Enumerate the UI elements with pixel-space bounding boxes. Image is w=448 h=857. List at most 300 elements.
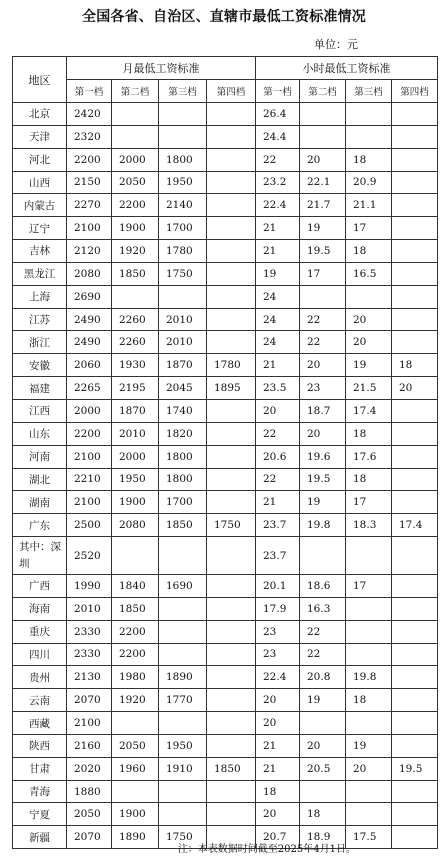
hourly-tier-2-cell: 19 <box>300 689 346 712</box>
hourly-tier-4-cell <box>392 445 438 468</box>
monthly-tier-1-cell: 2150 <box>67 171 112 194</box>
hourly-tier-3-cell <box>346 620 392 643</box>
monthly-tier-2-cell: 1850 <box>112 597 159 620</box>
monthly-tier-1-cell: 2100 <box>67 491 112 514</box>
hourly-tier-1-cell: 20.7 <box>256 826 300 849</box>
hourly-tier-1-cell: 19 <box>256 262 300 285</box>
table-row <box>13 171 438 194</box>
table-row <box>13 217 438 240</box>
monthly-tier-3-cell: 2010 <box>159 331 207 354</box>
region-cell: 江苏 <box>13 308 67 331</box>
region-cell: 福建 <box>13 377 67 400</box>
monthly-tier-4-cell <box>207 575 256 598</box>
region-cell: 其中：深圳 <box>13 537 67 575</box>
monthly-tier-1-cell: 2100 <box>67 712 112 735</box>
hourly-tier-2-cell: 19 <box>300 491 346 514</box>
monthly-tier-2-cell: 1840 <box>112 575 159 598</box>
monthly-tier-1-cell: 2330 <box>67 643 112 666</box>
monthly-tier-2-cell <box>112 285 159 308</box>
region-cell: 山东 <box>13 422 67 445</box>
monthly-tier-3-cell: 1910 <box>159 757 207 780</box>
hourly-tier-1-cell: 24 <box>256 285 300 308</box>
table-body <box>13 103 438 849</box>
hourly-tier-1-cell: 20 <box>256 399 300 422</box>
monthly-tier-4-cell <box>207 103 256 126</box>
monthly-tier-2-cell: 1980 <box>112 666 159 689</box>
hourly-tier-2-cell: 22 <box>300 331 346 354</box>
hourly-tier-3-cell: 21.5 <box>346 377 392 400</box>
hourly-tier-4-cell <box>392 422 438 445</box>
table-row <box>13 575 438 598</box>
hourly-tier-3-cell: 19.8 <box>346 666 392 689</box>
header-hourly-tier-4: 第四档 <box>392 80 438 103</box>
hourly-tier-3-cell: 19 <box>346 354 392 377</box>
hourly-tier-1-cell: 21 <box>256 734 300 757</box>
region-cell: 贵州 <box>13 666 67 689</box>
table-row <box>13 491 438 514</box>
hourly-tier-2-cell <box>300 537 346 575</box>
hourly-tier-3-cell: 18 <box>346 240 392 263</box>
monthly-tier-1-cell: 2200 <box>67 148 112 171</box>
hourly-tier-2-cell: 19.6 <box>300 445 346 468</box>
hourly-tier-2-cell: 20.8 <box>300 666 346 689</box>
hourly-tier-4-cell <box>392 217 438 240</box>
page-title: 全国各省、自治区、直辖市最低工资标准情况 <box>82 9 366 25</box>
hourly-tier-3-cell: 18 <box>346 689 392 712</box>
region-cell: 吉林 <box>13 240 67 263</box>
monthly-tier-2-cell: 2050 <box>112 171 159 194</box>
hourly-tier-4-cell: 19.5 <box>392 757 438 780</box>
monthly-tier-1-cell: 2100 <box>67 445 112 468</box>
table-row <box>13 643 438 666</box>
table-row <box>13 445 438 468</box>
header-hourly-tier-2: 第二档 <box>300 80 346 103</box>
monthly-tier-2-cell: 1870 <box>112 399 159 422</box>
monthly-tier-4-cell <box>207 780 256 803</box>
monthly-tier-1-cell: 2020 <box>67 757 112 780</box>
monthly-tier-4-cell <box>207 468 256 491</box>
header-hourly-group: 小时最低工资标准 <box>256 57 438 80</box>
header-hourly-tier-3: 第三档 <box>346 80 392 103</box>
hourly-tier-3-cell: 19 <box>346 734 392 757</box>
hourly-tier-2-cell: 18.7 <box>300 399 346 422</box>
monthly-tier-2-cell: 2200 <box>112 620 159 643</box>
hourly-tier-1-cell: 21 <box>256 757 300 780</box>
hourly-tier-2-cell: 19.8 <box>300 514 346 537</box>
region-cell: 江西 <box>13 399 67 422</box>
footnote: 注：本表数据时间截至2025年4月1日。 <box>177 844 356 855</box>
monthly-tier-3-cell <box>159 285 207 308</box>
unit-label: 单位：元 <box>314 38 358 51</box>
hourly-tier-1-cell: 20 <box>256 689 300 712</box>
region-cell: 海南 <box>13 597 67 620</box>
monthly-tier-1-cell: 2210 <box>67 468 112 491</box>
monthly-tier-4-cell <box>207 148 256 171</box>
hourly-tier-2-cell: 19.5 <box>300 240 346 263</box>
hourly-tier-1-cell: 21 <box>256 240 300 263</box>
hourly-tier-2-cell <box>300 285 346 308</box>
monthly-tier-2-cell: 1930 <box>112 354 159 377</box>
hourly-tier-2-cell: 23 <box>300 377 346 400</box>
hourly-tier-4-cell <box>392 125 438 148</box>
monthly-tier-4-cell <box>207 171 256 194</box>
hourly-tier-3-cell: 17.6 <box>346 445 392 468</box>
hourly-tier-4-cell <box>392 491 438 514</box>
monthly-tier-1-cell: 2120 <box>67 240 112 263</box>
monthly-tier-2-cell: 2260 <box>112 308 159 331</box>
table-row <box>13 262 438 285</box>
monthly-tier-4-cell <box>207 262 256 285</box>
monthly-tier-1-cell: 2070 <box>67 689 112 712</box>
monthly-tier-3-cell: 1800 <box>159 148 207 171</box>
monthly-tier-3-cell: 1750 <box>159 826 207 849</box>
monthly-tier-1-cell: 2490 <box>67 308 112 331</box>
region-cell: 湖北 <box>13 468 67 491</box>
monthly-tier-2-cell: 2000 <box>112 148 159 171</box>
monthly-tier-2-cell: 2010 <box>112 422 159 445</box>
table-row <box>13 399 438 422</box>
monthly-tier-1-cell: 2490 <box>67 331 112 354</box>
hourly-tier-4-cell <box>392 575 438 598</box>
header-monthly-tier-4: 第四档 <box>207 80 256 103</box>
table-row <box>13 194 438 217</box>
hourly-tier-4-cell <box>392 148 438 171</box>
monthly-tier-3-cell: 1690 <box>159 575 207 598</box>
monthly-tier-4-cell: 1780 <box>207 354 256 377</box>
monthly-tier-2-cell: 2000 <box>112 445 159 468</box>
monthly-tier-3-cell: 1950 <box>159 734 207 757</box>
table-row <box>13 666 438 689</box>
hourly-tier-2-cell: 20 <box>300 354 346 377</box>
region-cell: 广西 <box>13 575 67 598</box>
hourly-tier-4-cell <box>392 399 438 422</box>
region-cell: 河北 <box>13 148 67 171</box>
monthly-tier-1-cell: 2330 <box>67 620 112 643</box>
table-row <box>13 514 438 537</box>
hourly-tier-1-cell: 24 <box>256 331 300 354</box>
table-row <box>13 757 438 780</box>
monthly-tier-2-cell: 2260 <box>112 331 159 354</box>
hourly-tier-2-cell: 18.9 <box>300 826 346 849</box>
monthly-tier-3-cell: 1740 <box>159 399 207 422</box>
monthly-tier-4-cell <box>207 125 256 148</box>
monthly-tier-4-cell <box>207 240 256 263</box>
hourly-tier-2-cell: 18.6 <box>300 575 346 598</box>
monthly-tier-1-cell: 2070 <box>67 826 112 849</box>
hourly-tier-4-cell: 18 <box>392 354 438 377</box>
hourly-tier-3-cell: 20.9 <box>346 171 392 194</box>
hourly-tier-4-cell: 20 <box>392 377 438 400</box>
monthly-tier-3-cell <box>159 103 207 126</box>
hourly-tier-2-cell: 20 <box>300 734 346 757</box>
monthly-tier-4-cell <box>207 803 256 826</box>
hourly-tier-1-cell: 21 <box>256 354 300 377</box>
monthly-tier-2-cell <box>112 125 159 148</box>
monthly-tier-1-cell: 1880 <box>67 780 112 803</box>
hourly-tier-1-cell: 23.7 <box>256 537 300 575</box>
table-row <box>13 422 438 445</box>
table-row <box>13 103 438 126</box>
region-cell: 湖南 <box>13 491 67 514</box>
hourly-tier-3-cell <box>346 803 392 826</box>
hourly-tier-2-cell <box>300 712 346 735</box>
table-row <box>13 240 438 263</box>
region-cell: 山西 <box>13 171 67 194</box>
monthly-tier-1-cell: 1990 <box>67 575 112 598</box>
table-row <box>13 537 438 575</box>
monthly-tier-3-cell: 1780 <box>159 240 207 263</box>
monthly-tier-2-cell: 1960 <box>112 757 159 780</box>
header-row-tiers <box>13 80 438 103</box>
monthly-tier-2-cell <box>112 712 159 735</box>
hourly-tier-4-cell <box>392 537 438 575</box>
hourly-tier-1-cell: 22.4 <box>256 666 300 689</box>
hourly-tier-3-cell: 17 <box>346 575 392 598</box>
monthly-tier-1-cell: 2000 <box>67 399 112 422</box>
table-row <box>13 148 438 171</box>
monthly-tier-1-cell: 2500 <box>67 514 112 537</box>
hourly-tier-4-cell <box>392 331 438 354</box>
table-row <box>13 620 438 643</box>
hourly-tier-4-cell <box>392 780 438 803</box>
hourly-tier-4-cell <box>392 597 438 620</box>
hourly-tier-3-cell: 20 <box>346 757 392 780</box>
hourly-tier-1-cell: 22 <box>256 422 300 445</box>
header-monthly-tier-2: 第二档 <box>112 80 159 103</box>
monthly-tier-2-cell <box>112 103 159 126</box>
monthly-tier-3-cell <box>159 620 207 643</box>
region-cell: 内蒙古 <box>13 194 67 217</box>
hourly-tier-3-cell <box>346 597 392 620</box>
hourly-tier-2-cell: 22 <box>300 308 346 331</box>
hourly-tier-1-cell: 23.7 <box>256 514 300 537</box>
hourly-tier-3-cell <box>346 103 392 126</box>
table-row <box>13 331 438 354</box>
monthly-tier-2-cell: 1900 <box>112 491 159 514</box>
hourly-tier-4-cell <box>392 262 438 285</box>
monthly-tier-3-cell: 1770 <box>159 689 207 712</box>
hourly-tier-2-cell: 17 <box>300 262 346 285</box>
monthly-tier-2-cell: 2050 <box>112 734 159 757</box>
monthly-tier-4-cell <box>207 445 256 468</box>
monthly-tier-4-cell: 1850 <box>207 757 256 780</box>
table-row <box>13 712 438 735</box>
hourly-tier-4-cell <box>392 689 438 712</box>
monthly-tier-3-cell <box>159 125 207 148</box>
hourly-tier-1-cell: 20.6 <box>256 445 300 468</box>
table-row <box>13 468 438 491</box>
monthly-tier-4-cell: 1750 <box>207 514 256 537</box>
table-row <box>13 734 438 757</box>
hourly-tier-3-cell: 17.4 <box>346 399 392 422</box>
region-cell: 西藏 <box>13 712 67 735</box>
hourly-tier-1-cell: 23 <box>256 620 300 643</box>
monthly-tier-4-cell <box>207 285 256 308</box>
hourly-tier-3-cell: 20 <box>346 308 392 331</box>
hourly-tier-4-cell <box>392 285 438 308</box>
hourly-tier-2-cell: 20 <box>300 148 346 171</box>
monthly-tier-3-cell: 1700 <box>159 491 207 514</box>
monthly-tier-4-cell: 1895 <box>207 377 256 400</box>
table-row <box>13 285 438 308</box>
hourly-tier-2-cell: 22.1 <box>300 171 346 194</box>
monthly-tier-4-cell <box>207 597 256 620</box>
table-row <box>13 308 438 331</box>
hourly-tier-3-cell: 17.5 <box>346 826 392 849</box>
hourly-tier-3-cell <box>346 537 392 575</box>
hourly-tier-4-cell: 17.4 <box>392 514 438 537</box>
hourly-tier-3-cell <box>346 780 392 803</box>
hourly-tier-1-cell: 18 <box>256 780 300 803</box>
hourly-tier-3-cell <box>346 285 392 308</box>
monthly-tier-4-cell <box>207 666 256 689</box>
hourly-tier-1-cell: 21 <box>256 217 300 240</box>
monthly-tier-3-cell: 2045 <box>159 377 207 400</box>
monthly-tier-2-cell: 1950 <box>112 468 159 491</box>
min-wage-table <box>12 56 438 849</box>
monthly-tier-3-cell <box>159 712 207 735</box>
monthly-tier-1-cell: 2520 <box>67 537 112 575</box>
monthly-tier-2-cell: 1900 <box>112 803 159 826</box>
monthly-tier-1-cell: 2060 <box>67 354 112 377</box>
hourly-tier-2-cell: 21.7 <box>300 194 346 217</box>
hourly-tier-3-cell <box>346 125 392 148</box>
monthly-tier-4-cell <box>207 620 256 643</box>
region-cell: 辽宁 <box>13 217 67 240</box>
table-row <box>13 597 438 620</box>
hourly-tier-3-cell: 18 <box>346 422 392 445</box>
region-cell: 甘肃 <box>13 757 67 780</box>
region-cell: 上海 <box>13 285 67 308</box>
hourly-tier-2-cell: 16.3 <box>300 597 346 620</box>
monthly-tier-4-cell <box>207 491 256 514</box>
hourly-tier-2-cell: 18 <box>300 803 346 826</box>
monthly-tier-3-cell: 1890 <box>159 666 207 689</box>
hourly-tier-3-cell: 21.1 <box>346 194 392 217</box>
monthly-tier-3-cell <box>159 780 207 803</box>
monthly-tier-1-cell: 2200 <box>67 422 112 445</box>
monthly-tier-4-cell <box>207 712 256 735</box>
monthly-tier-1-cell: 2080 <box>67 262 112 285</box>
hourly-tier-2-cell: 20.5 <box>300 757 346 780</box>
monthly-tier-4-cell <box>207 734 256 757</box>
hourly-tier-3-cell: 17 <box>346 217 392 240</box>
header-monthly-group: 月最低工资标准 <box>67 57 256 80</box>
hourly-tier-3-cell: 20 <box>346 331 392 354</box>
region-cell: 宁夏 <box>13 803 67 826</box>
monthly-tier-1-cell: 2690 <box>67 285 112 308</box>
monthly-tier-3-cell: 1800 <box>159 445 207 468</box>
hourly-tier-3-cell: 18.3 <box>346 514 392 537</box>
monthly-tier-3-cell: 1870 <box>159 354 207 377</box>
monthly-tier-1-cell: 2270 <box>67 194 112 217</box>
hourly-tier-4-cell <box>392 171 438 194</box>
hourly-tier-1-cell: 21 <box>256 491 300 514</box>
monthly-tier-1-cell: 2265 <box>67 377 112 400</box>
monthly-tier-2-cell: 1900 <box>112 217 159 240</box>
monthly-tier-1-cell: 2420 <box>67 103 112 126</box>
hourly-tier-1-cell: 24 <box>256 308 300 331</box>
table-row <box>13 689 438 712</box>
monthly-tier-4-cell <box>207 194 256 217</box>
hourly-tier-2-cell <box>300 103 346 126</box>
monthly-tier-1-cell: 2010 <box>67 597 112 620</box>
monthly-tier-2-cell: 2200 <box>112 194 159 217</box>
monthly-tier-4-cell <box>207 308 256 331</box>
monthly-tier-2-cell <box>112 537 159 575</box>
monthly-tier-4-cell <box>207 422 256 445</box>
monthly-tier-2-cell: 2080 <box>112 514 159 537</box>
hourly-tier-1-cell: 17.9 <box>256 597 300 620</box>
region-cell: 天津 <box>13 125 67 148</box>
monthly-tier-3-cell <box>159 597 207 620</box>
region-cell: 河南 <box>13 445 67 468</box>
header-region: 地区 <box>13 57 67 103</box>
hourly-tier-1-cell: 20 <box>256 803 300 826</box>
hourly-tier-2-cell: 20 <box>300 422 346 445</box>
region-cell: 浙江 <box>13 331 67 354</box>
monthly-tier-1-cell: 2160 <box>67 734 112 757</box>
hourly-tier-4-cell <box>392 803 438 826</box>
hourly-tier-4-cell <box>392 103 438 126</box>
table-row <box>13 354 438 377</box>
monthly-tier-3-cell: 1800 <box>159 468 207 491</box>
hourly-tier-4-cell <box>392 194 438 217</box>
hourly-tier-1-cell: 22 <box>256 148 300 171</box>
monthly-tier-3-cell: 2010 <box>159 308 207 331</box>
monthly-tier-3-cell: 1750 <box>159 262 207 285</box>
region-cell: 北京 <box>13 103 67 126</box>
table-row <box>13 125 438 148</box>
monthly-tier-1-cell: 2050 <box>67 803 112 826</box>
monthly-tier-2-cell: 1920 <box>112 240 159 263</box>
hourly-tier-1-cell: 20 <box>256 712 300 735</box>
hourly-tier-1-cell: 24.4 <box>256 125 300 148</box>
region-cell: 黑龙江 <box>13 262 67 285</box>
hourly-tier-4-cell <box>392 712 438 735</box>
hourly-tier-4-cell <box>392 620 438 643</box>
monthly-tier-4-cell <box>207 537 256 575</box>
region-cell: 四川 <box>13 643 67 666</box>
monthly-tier-4-cell <box>207 399 256 422</box>
table-row <box>13 803 438 826</box>
hourly-tier-4-cell <box>392 826 438 849</box>
region-cell: 安徽 <box>13 354 67 377</box>
monthly-tier-2-cell: 2200 <box>112 643 159 666</box>
monthly-tier-3-cell: 1850 <box>159 514 207 537</box>
hourly-tier-1-cell: 23.2 <box>256 171 300 194</box>
hourly-tier-3-cell: 18 <box>346 148 392 171</box>
hourly-tier-2-cell <box>300 780 346 803</box>
monthly-tier-4-cell <box>207 331 256 354</box>
hourly-tier-3-cell <box>346 643 392 666</box>
monthly-tier-3-cell: 1700 <box>159 217 207 240</box>
header-hourly-tier-1: 第一档 <box>256 80 300 103</box>
region-cell: 云南 <box>13 689 67 712</box>
region-cell: 新疆 <box>13 826 67 849</box>
monthly-tier-3-cell: 1950 <box>159 171 207 194</box>
region-cell: 陕西 <box>13 734 67 757</box>
hourly-tier-1-cell: 23 <box>256 643 300 666</box>
monthly-tier-4-cell <box>207 643 256 666</box>
hourly-tier-4-cell <box>392 308 438 331</box>
monthly-tier-3-cell: 1820 <box>159 422 207 445</box>
region-cell: 重庆 <box>13 620 67 643</box>
hourly-tier-2-cell: 22 <box>300 620 346 643</box>
hourly-tier-3-cell: 17 <box>346 491 392 514</box>
hourly-tier-2-cell: 19 <box>300 217 346 240</box>
hourly-tier-1-cell: 22 <box>256 468 300 491</box>
